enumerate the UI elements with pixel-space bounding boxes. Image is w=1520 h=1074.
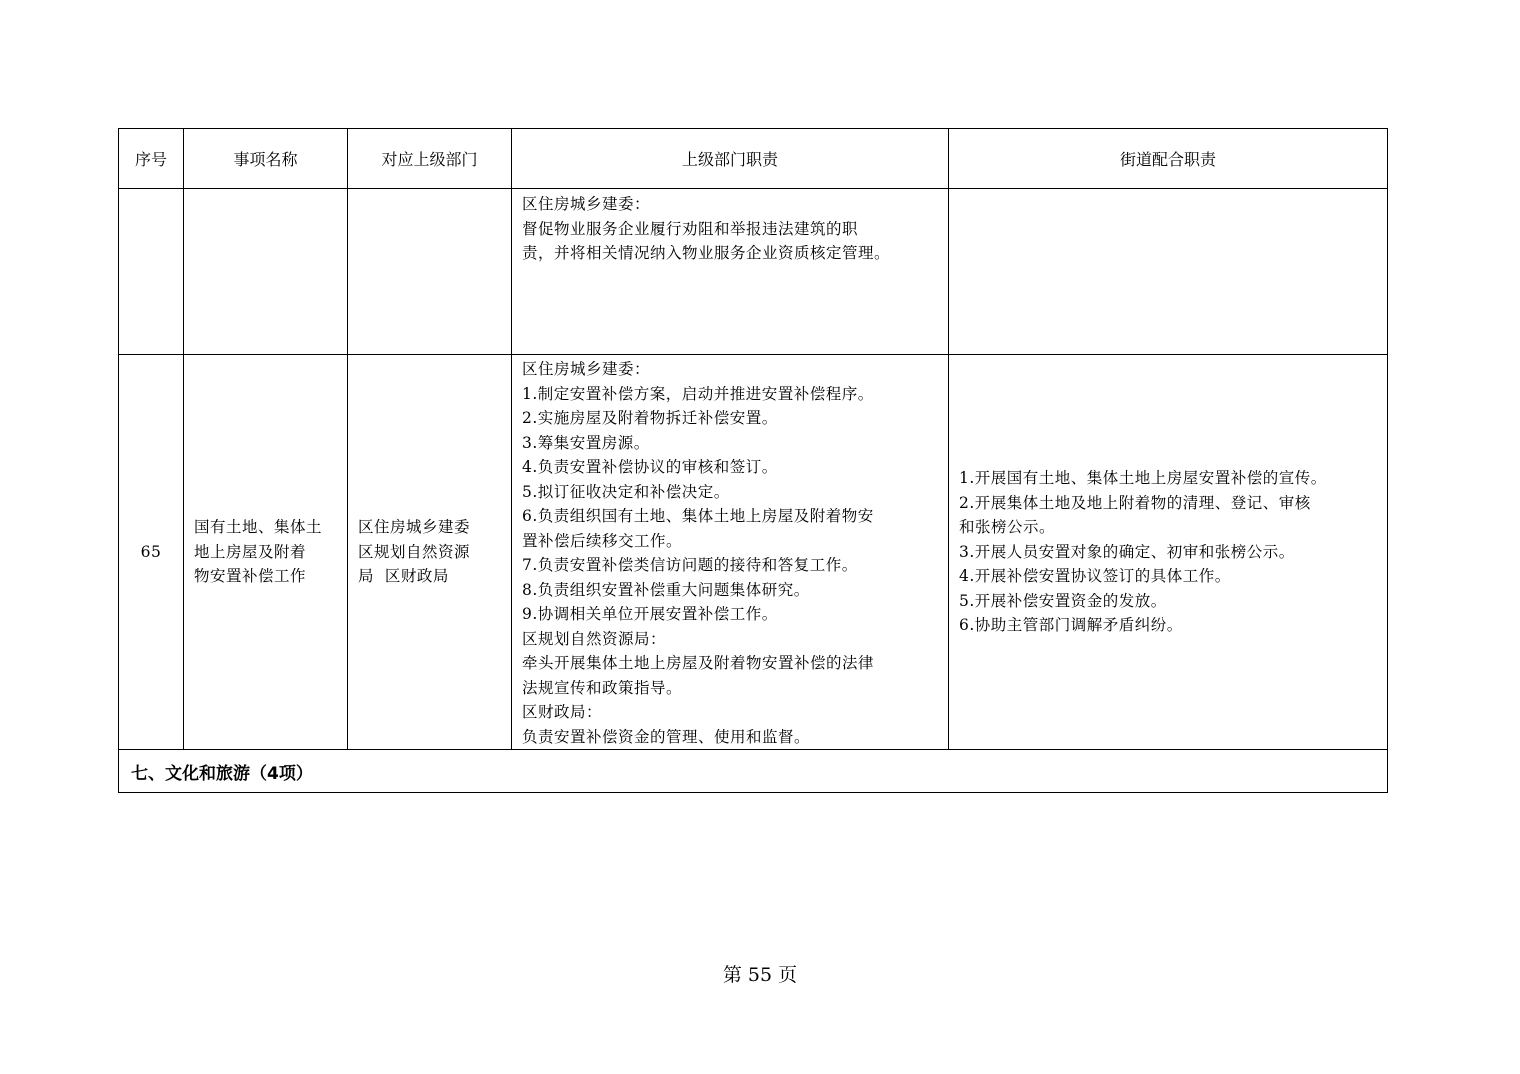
header-superior-dept: 对应上级部门 xyxy=(348,129,512,189)
table-row-continued xyxy=(119,189,1388,355)
dept-line: 局 区财政局 xyxy=(358,567,449,586)
coop-line: 和张榜公示。 xyxy=(959,518,1056,537)
duty-line: 区住房城乡建委： xyxy=(522,195,651,213)
duty-line: 责，并将相关情况纳入物业服务企业资质核定管理。 xyxy=(522,244,891,262)
duty-line: 9.协调相关单位开展安置补偿工作。 xyxy=(522,605,778,623)
item-line: 地上房屋及附着 xyxy=(194,542,307,561)
header-street-duties: 街道配合职责 xyxy=(949,129,1388,189)
duty-line: 督促物业服务企业履行劝阻和举报违法建筑的职 xyxy=(522,219,859,238)
item-line: 物安置补偿工作 xyxy=(194,567,307,586)
cell-number: 65 xyxy=(119,355,184,750)
coop-line: 5.开展补偿安置资金的发放。 xyxy=(959,591,1167,610)
coop-line: 3.开展人员安置对象的确定、初审和张榜公示。 xyxy=(959,542,1295,561)
dept-line: 区规划自然资源 xyxy=(358,542,471,561)
duty-line: 2.实施房屋及附着物拆迁补偿安置。 xyxy=(522,409,778,427)
cell-superior-duties xyxy=(512,355,949,750)
section-heading: 七、文化和旅游（4项） xyxy=(119,750,1388,793)
dept-line: 区住房城乡建委 xyxy=(358,518,471,537)
cell-street-duties-empty xyxy=(949,189,1388,355)
cell-item-empty xyxy=(184,189,348,355)
duty-line: 区住房城乡建委： xyxy=(522,360,651,378)
page-number: 第 55 页 xyxy=(722,964,798,986)
duty-line: 负责安置补偿资金的管理、使用和监督。 xyxy=(522,727,811,746)
duty-line: 置补偿后续移交工作。 xyxy=(522,531,683,550)
header-superior-duties: 上级部门职责 xyxy=(512,129,949,189)
duty-line: 牵头开展集体土地上房屋及附着物安置补偿的法律 xyxy=(522,654,875,672)
cell-superior-duties-continued xyxy=(512,189,949,355)
duty-line: 8.负责组织安置补偿重大问题集体研究。 xyxy=(522,580,810,599)
responsibility-table xyxy=(118,128,1388,793)
duty-line: 法规宣传和政策指导。 xyxy=(522,678,683,697)
coop-line: 1.开展国有土地、集体土地上房屋安置补偿的宣传。 xyxy=(959,469,1327,488)
header-number: 序号 xyxy=(119,129,184,189)
duty-line: 3.筹集安置房源。 xyxy=(522,433,650,452)
table-row-65 xyxy=(119,355,1388,750)
duty-line: 区财政局： xyxy=(522,703,603,721)
duty-line: 区规划自然资源局： xyxy=(522,629,667,648)
duty-line: 1.制定安置补偿方案，启动并推进安置补偿程序。 xyxy=(522,384,874,403)
header-item-name: 事项名称 xyxy=(184,129,348,189)
section-heading-row xyxy=(119,750,1388,793)
cell-number-empty xyxy=(119,189,184,355)
cell-item-name xyxy=(184,355,348,750)
duty-line: 5.拟订征收决定和补偿决定。 xyxy=(522,482,730,501)
coop-line: 2.开展集体土地及地上附着物的清理、登记、审核 xyxy=(959,493,1311,512)
cell-dept-empty xyxy=(348,189,512,355)
duty-line: 4.负责安置补偿协议的审核和签订。 xyxy=(522,458,778,476)
coop-line: 6.协助主管部门调解矛盾纠纷。 xyxy=(959,616,1183,635)
item-line: 国有土地、集体土 xyxy=(194,518,323,537)
cell-street-duties xyxy=(949,355,1388,750)
table-header-row xyxy=(119,129,1388,189)
duty-line: 7.负责安置补偿类信访问题的接待和答复工作。 xyxy=(522,556,858,574)
coop-line: 4.开展补偿安置协议签订的具体工作。 xyxy=(959,567,1231,586)
cell-superior-dept xyxy=(348,355,512,750)
duty-line: 6.负责组织国有土地、集体土地上房屋及附着物安 xyxy=(522,507,874,525)
